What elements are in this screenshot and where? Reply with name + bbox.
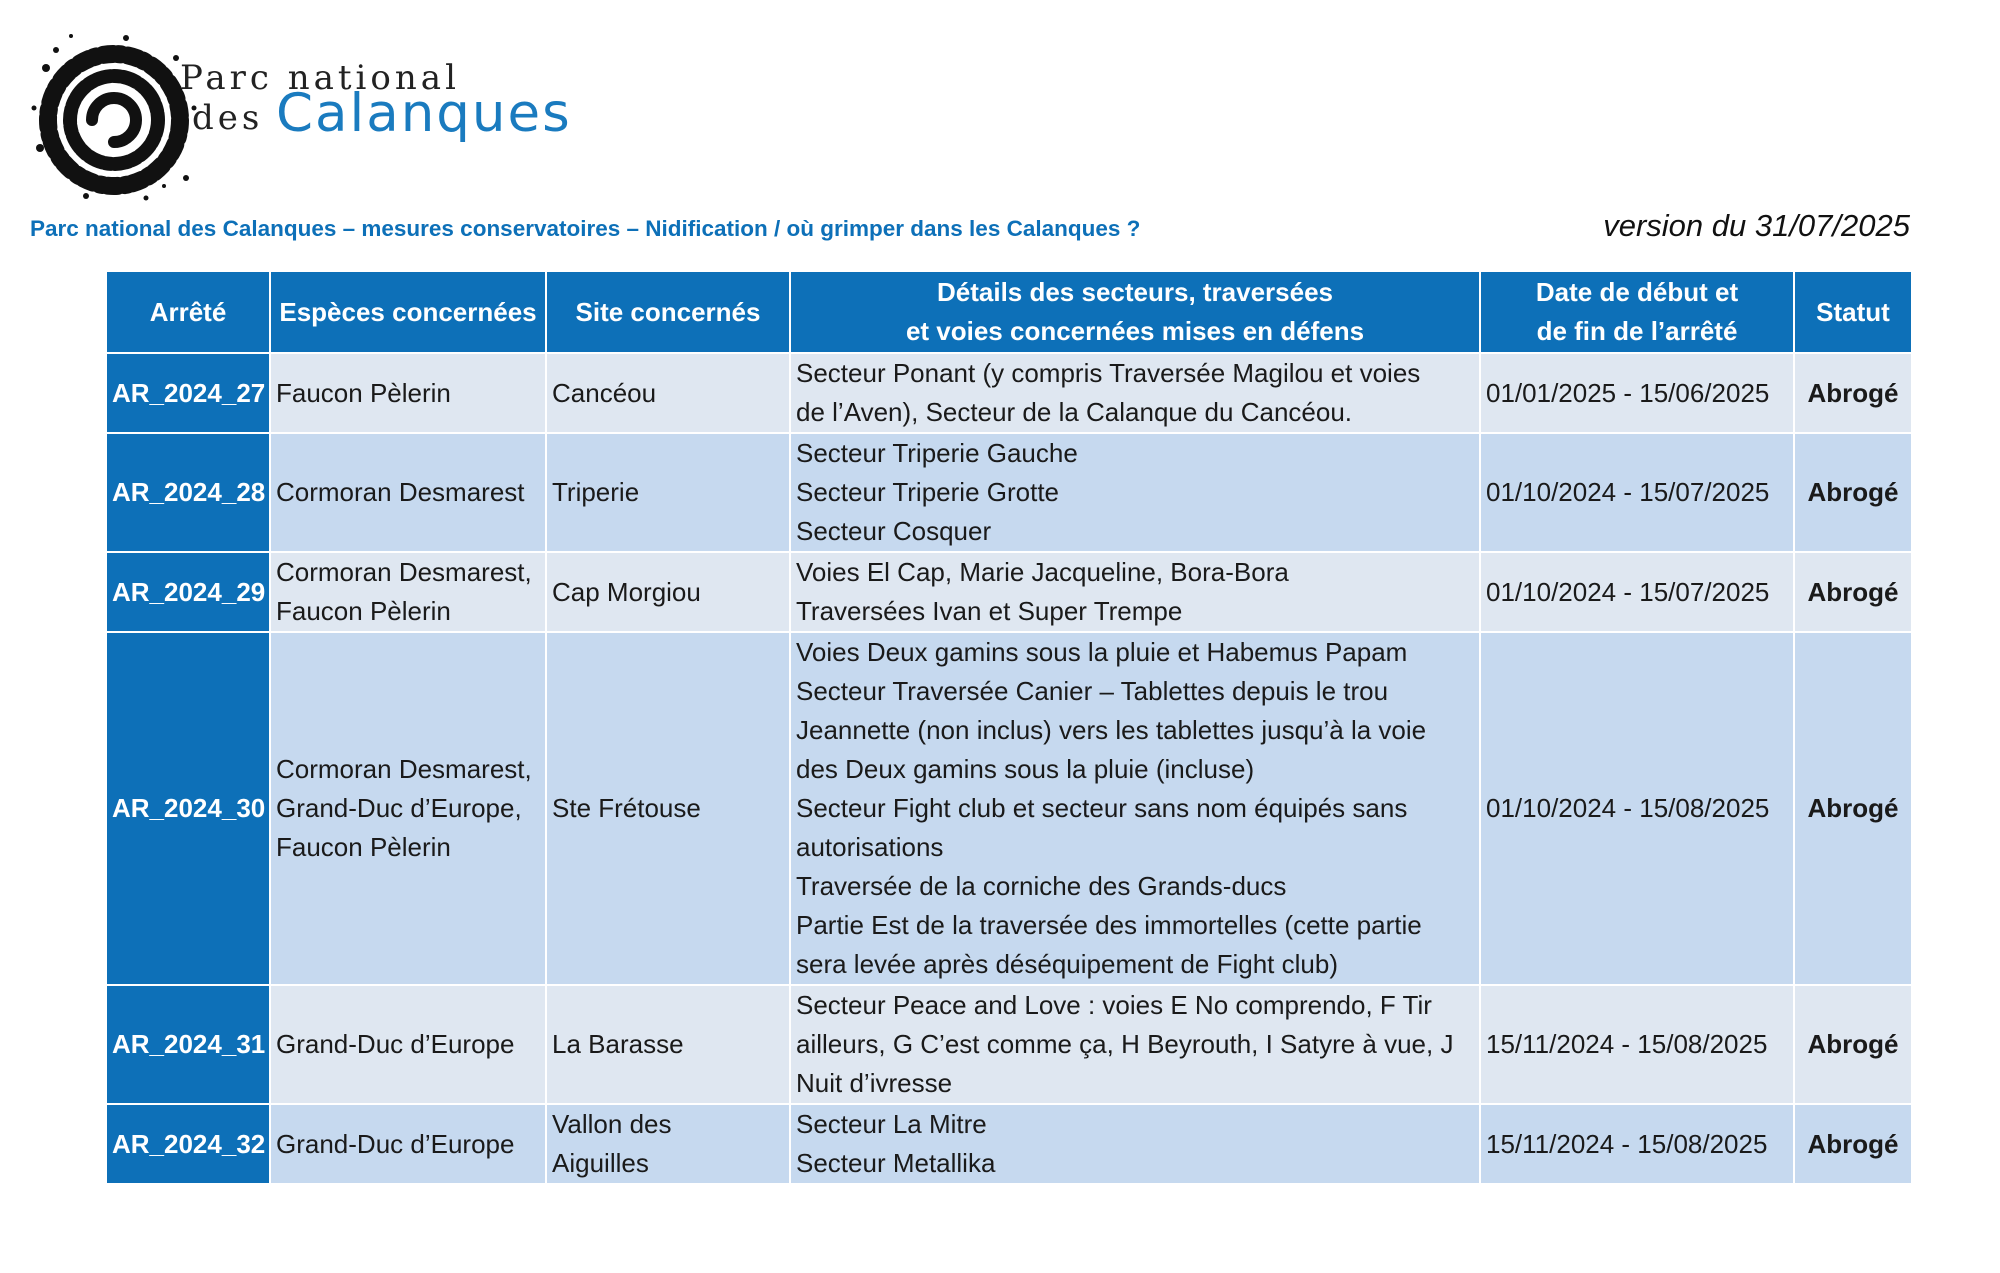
site-line: La Barasse — [552, 1029, 684, 1059]
table-row — [106, 433, 1912, 552]
details-line: Secteur Metallika — [796, 1148, 996, 1178]
details-line: Voies Deux gamins sous la pluie et Habemus Papam — [796, 637, 1408, 667]
species-line: Cormoran Desmarest, — [276, 754, 532, 784]
species-line: Grand-Duc d’Europe, — [276, 793, 522, 823]
site-cell — [546, 353, 790, 433]
logo-text-line1: Parc national — [180, 58, 460, 98]
species-line: Grand-Duc d’Europe — [276, 1128, 515, 1159]
header-dates — [1480, 271, 1794, 353]
header-dates-line2: de fin de l’arrêté — [1536, 316, 1738, 346]
details-line: Secteur Triperie Grotte — [796, 477, 1059, 507]
species-cell — [270, 353, 546, 433]
species-line: Faucon Pèlerin — [276, 832, 451, 862]
park-logo — [26, 28, 572, 208]
details-line: Nuit d’ivresse — [796, 1068, 953, 1098]
details-cell — [790, 552, 1480, 632]
details-line: Secteur Peace and Love : voies E No comprendo, F Tir — [796, 990, 1432, 1020]
version-date: version du 31/07/2025 — [1603, 208, 1910, 243]
dates-cell: 01/01/2025 - 15/06/2025 — [1480, 353, 1794, 433]
site-cell — [546, 985, 790, 1104]
table-row — [106, 353, 1912, 433]
species-line: Grand-Duc d’Europe — [276, 1029, 515, 1059]
details-line: Traversées Ivan et Super Trempe — [796, 596, 1183, 626]
details-line: autorisations — [796, 832, 944, 862]
details-line: sera levée après déséquipement de Fight club) — [796, 949, 1338, 979]
status-cell: Abrogé — [1794, 433, 1912, 552]
arrete-code-cell: AR_2024_31 — [106, 985, 270, 1104]
arrete-code-cell: AR_2024_27 — [106, 353, 270, 433]
dates-cell: 01/10/2024 - 15/08/2025 — [1480, 632, 1794, 985]
species-cell — [270, 632, 546, 985]
site-cell — [546, 1104, 790, 1184]
details-line: Secteur Cosquer — [796, 516, 992, 546]
details-line: Secteur La Mitre — [796, 1109, 987, 1139]
species-line: Faucon Pèlerin — [276, 377, 451, 408]
species-cell — [270, 985, 546, 1104]
details-line: Secteur Fight club et secteur sans nom équipés sans — [796, 793, 1408, 823]
species-cell — [270, 433, 546, 552]
details-line: Secteur Ponant (y compris Traversée Magilou et voies — [796, 358, 1421, 388]
details-line: Secteur Triperie Gauche — [796, 438, 1078, 468]
header-especes: Espèces concernées — [270, 271, 546, 353]
header-statut: Statut — [1794, 271, 1912, 353]
details-line: Secteur Traversée Canier – Tablettes depuis le trou — [796, 676, 1389, 706]
arrete-code-cell: AR_2024_28 — [106, 433, 270, 552]
details-line: Jeannette (non inclus) vers les tablettes jusqu’à la voie — [796, 715, 1427, 745]
arrete-code-cell: AR_2024_32 — [106, 1104, 270, 1184]
site-line: Vallon des — [552, 1109, 672, 1139]
details-cell — [790, 433, 1480, 552]
header-dates-line1: Date de début et — [1535, 277, 1739, 307]
arrete-code-cell: AR_2024_30 — [106, 632, 270, 985]
site-cell — [546, 433, 790, 552]
table-body — [106, 353, 1912, 1184]
details-cell — [790, 985, 1480, 1104]
site-line: Aiguilles — [552, 1148, 649, 1178]
header-details-line1: Détails des secteurs, traversées — [936, 277, 1334, 307]
species-line: Faucon Pèlerin — [276, 596, 451, 626]
species-line: Cormoran Desmarest, — [276, 557, 532, 587]
table-row — [106, 632, 1912, 985]
logo-text-main: Calanques — [276, 83, 572, 144]
table-row — [106, 1104, 1912, 1184]
details-line: Voies El Cap, Marie Jacqueline, Bora-Bora — [796, 557, 1289, 587]
details-line: Partie Est de la traversée des immortelles (cette partie — [796, 910, 1422, 940]
site-line: Ste Frétouse — [552, 793, 701, 823]
dates-cell: 15/11/2024 - 15/08/2025 — [1480, 985, 1794, 1104]
document-subtitle: Parc national des Calanques – mesures conservatoires – Nidification / où grimper dans les Calanques ? — [30, 216, 1141, 241]
table-header-row — [106, 271, 1912, 353]
table-row — [106, 552, 1912, 632]
status-cell: Abrogé — [1794, 353, 1912, 433]
details-line: Traversée de la corniche des Grands-ducs — [796, 871, 1287, 901]
details-line: des Deux gamins sous la pluie (incluse) — [796, 754, 1255, 784]
logo-text-prefix: des — [192, 98, 264, 138]
details-line: de l’Aven), Secteur de la Calanque du Cancéou. — [796, 397, 1353, 427]
site-line: Cancéou — [552, 377, 657, 408]
dates-cell: 15/11/2024 - 15/08/2025 — [1480, 1104, 1794, 1184]
species-cell — [270, 552, 546, 632]
details-cell — [790, 353, 1480, 433]
status-cell: Abrogé — [1794, 1104, 1912, 1184]
species-cell — [270, 1104, 546, 1184]
details-line: ailleurs, G C’est comme ça, H Beyrouth, I Satyre à vue, J — [796, 1029, 1454, 1059]
site-line: Triperie — [552, 477, 640, 507]
table-row — [106, 985, 1912, 1104]
measures-table — [105, 270, 1913, 1185]
header-arrete: Arrêté — [106, 271, 270, 353]
header-site: Site concernés — [546, 271, 790, 353]
site-cell — [546, 552, 790, 632]
dates-cell: 01/10/2024 - 15/07/2025 — [1480, 552, 1794, 632]
status-cell: Abrogé — [1794, 985, 1912, 1104]
details-cell — [790, 632, 1480, 985]
header-details — [790, 271, 1480, 353]
site-cell — [546, 632, 790, 985]
status-cell: Abrogé — [1794, 552, 1912, 632]
details-cell — [790, 1104, 1480, 1184]
dates-cell: 01/10/2024 - 15/07/2025 — [1480, 433, 1794, 552]
spiral-logo-icon — [26, 28, 206, 208]
status-cell: Abrogé — [1794, 632, 1912, 985]
site-line: Cap Morgiou — [552, 576, 701, 607]
header-details-line2: et voies concernées mises en défens — [905, 316, 1365, 346]
species-line: Cormoran Desmarest — [276, 477, 525, 507]
arrete-code-cell: AR_2024_29 — [106, 552, 270, 632]
